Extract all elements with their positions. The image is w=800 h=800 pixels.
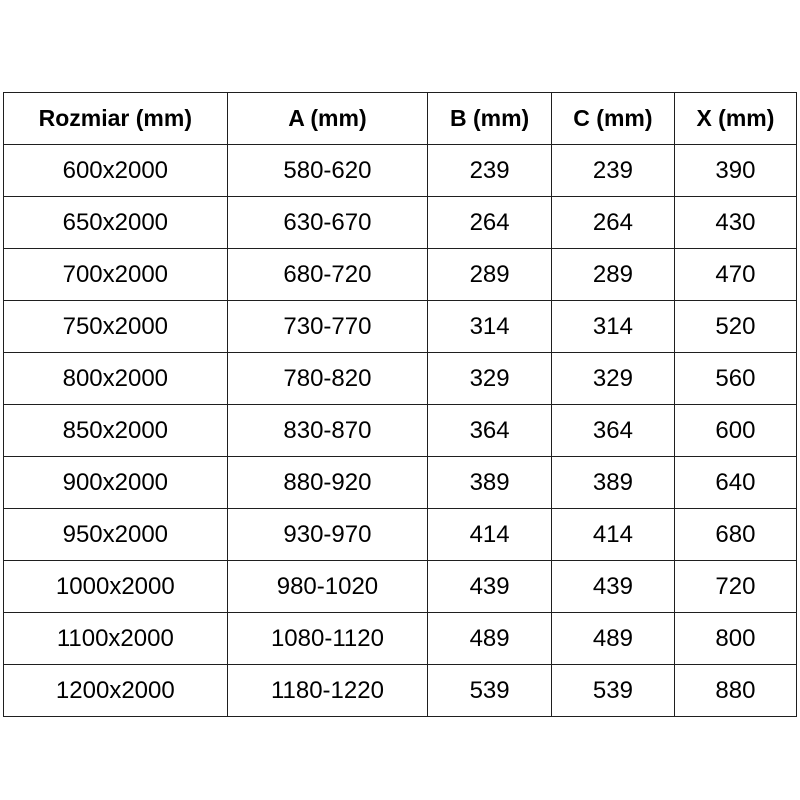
cell-b: 289 [428,249,552,301]
cell-c: 239 [551,145,674,197]
table-row [4,561,797,613]
cell-rozmiar: 1200x2000 [4,665,228,717]
column-header-b: B (mm) [428,93,552,145]
column-header-x: X (mm) [674,93,796,145]
cell-c: 389 [551,457,674,509]
table-header-row [4,93,797,145]
table-row [4,353,797,405]
cell-b: 389 [428,457,552,509]
cell-rozmiar: 900x2000 [4,457,228,509]
cell-c: 329 [551,353,674,405]
table-row [4,405,797,457]
table-row [4,145,797,197]
cell-b: 314 [428,301,552,353]
cell-rozmiar: 950x2000 [4,509,228,561]
cell-c: 289 [551,249,674,301]
cell-x: 560 [674,353,796,405]
cell-c: 264 [551,197,674,249]
cell-b: 329 [428,353,552,405]
column-header-c: C (mm) [551,93,674,145]
cell-b: 489 [428,613,552,665]
cell-rozmiar: 1000x2000 [4,561,228,613]
cell-b: 414 [428,509,552,561]
cell-c: 414 [551,509,674,561]
cell-x: 520 [674,301,796,353]
cell-b: 364 [428,405,552,457]
cell-rozmiar: 850x2000 [4,405,228,457]
cell-rozmiar: 700x2000 [4,249,228,301]
cell-c: 364 [551,405,674,457]
cell-x: 600 [674,405,796,457]
cell-a: 630-670 [227,197,428,249]
cell-x: 720 [674,561,796,613]
cell-a: 830-870 [227,405,428,457]
cell-b: 539 [428,665,552,717]
cell-x: 470 [674,249,796,301]
table-row [4,509,797,561]
cell-a: 730-770 [227,301,428,353]
cell-b: 439 [428,561,552,613]
cell-x: 640 [674,457,796,509]
cell-x: 800 [674,613,796,665]
table-row [4,457,797,509]
cell-x: 880 [674,665,796,717]
table-row [4,665,797,717]
cell-rozmiar: 800x2000 [4,353,228,405]
cell-a: 780-820 [227,353,428,405]
table-row [4,249,797,301]
cell-x: 430 [674,197,796,249]
cell-a: 930-970 [227,509,428,561]
column-header-rozmiar: Rozmiar (mm) [4,93,228,145]
cell-a: 680-720 [227,249,428,301]
cell-rozmiar: 600x2000 [4,145,228,197]
cell-b: 239 [428,145,552,197]
table-row [4,301,797,353]
cell-c: 489 [551,613,674,665]
column-header-a: A (mm) [227,93,428,145]
cell-rozmiar: 650x2000 [4,197,228,249]
table-body [4,145,797,717]
cell-rozmiar: 1100x2000 [4,613,228,665]
cell-x: 390 [674,145,796,197]
cell-c: 539 [551,665,674,717]
cell-a: 580-620 [227,145,428,197]
table-row [4,613,797,665]
size-dimensions-table [3,92,797,717]
cell-a: 1080-1120 [227,613,428,665]
cell-a: 880-920 [227,457,428,509]
cell-b: 264 [428,197,552,249]
table-row [4,197,797,249]
cell-rozmiar: 750x2000 [4,301,228,353]
cell-c: 439 [551,561,674,613]
cell-a: 980-1020 [227,561,428,613]
cell-a: 1180-1220 [227,665,428,717]
cell-x: 680 [674,509,796,561]
cell-c: 314 [551,301,674,353]
